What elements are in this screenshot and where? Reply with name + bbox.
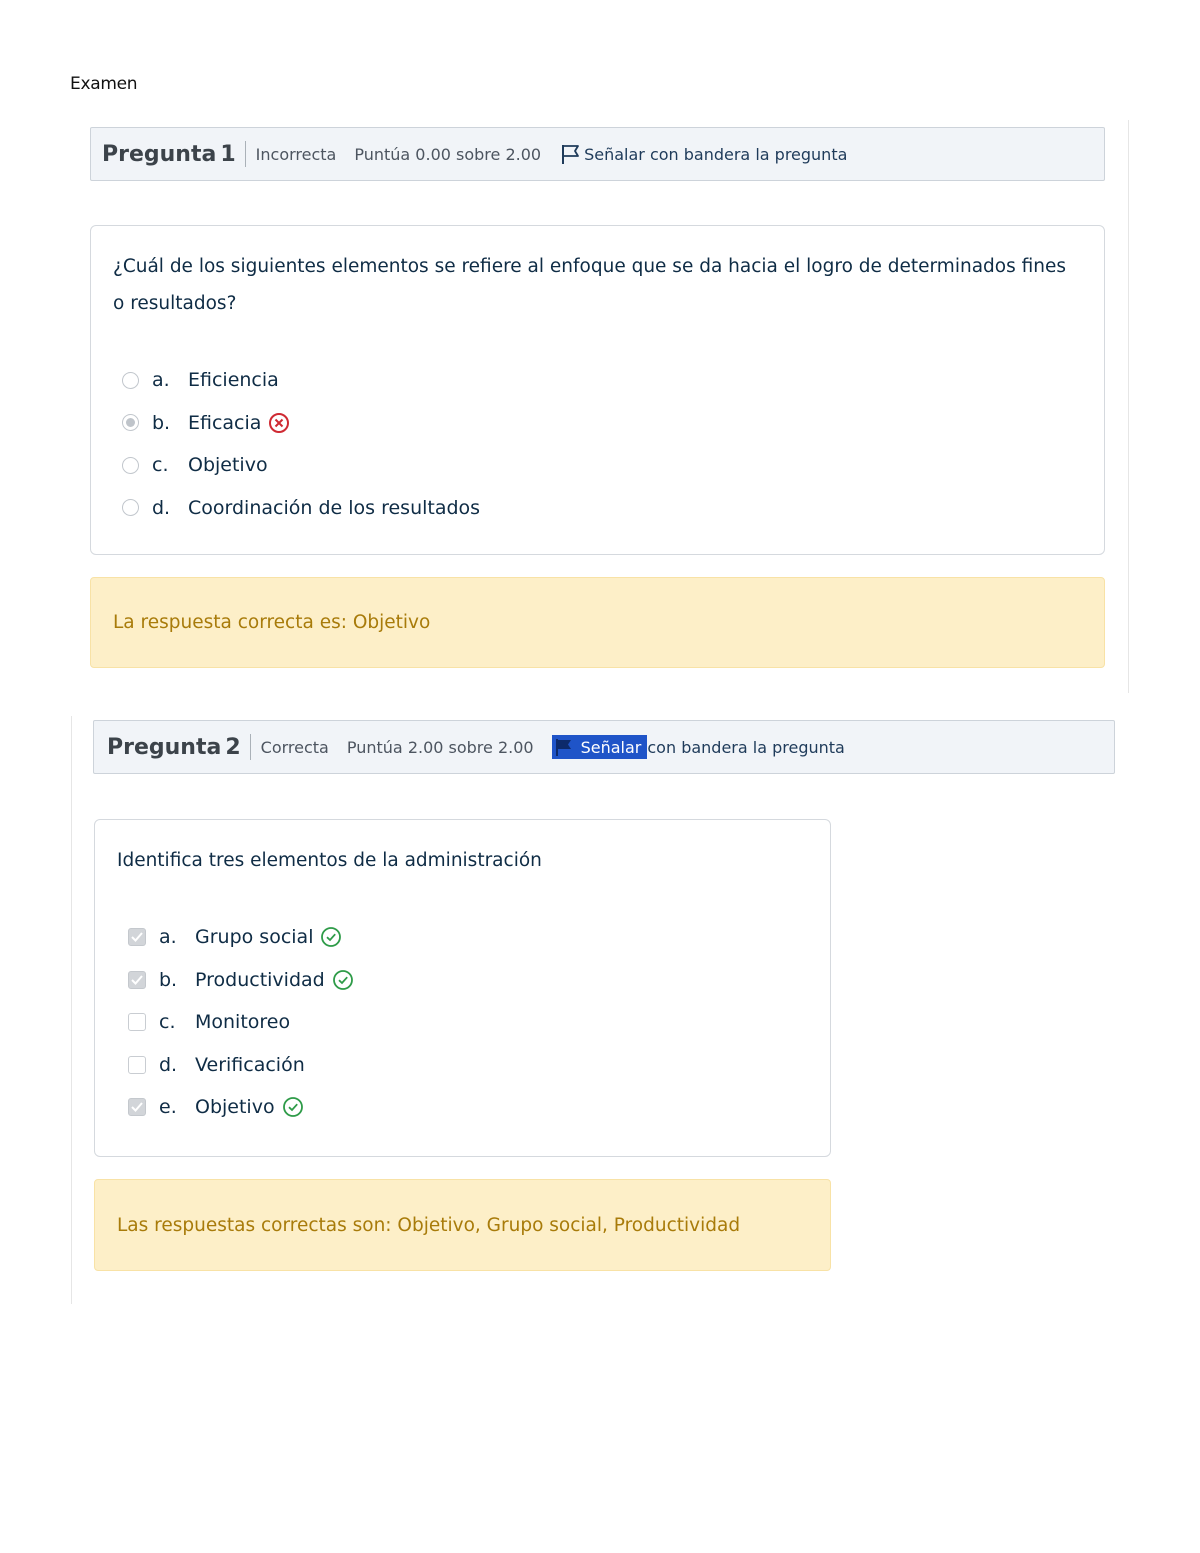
radio-button[interactable] bbox=[122, 372, 139, 389]
question-number: Pregunta 2 bbox=[107, 734, 241, 760]
answer-option[interactable] bbox=[117, 1044, 808, 1087]
option-text: Objetivo bbox=[188, 454, 268, 477]
option-text: Grupo social bbox=[195, 926, 314, 949]
feedback-text: Las respuestas correctas son: Objetivo, Grupo social, Productividad bbox=[117, 1214, 741, 1236]
document-title: Examen bbox=[70, 74, 138, 94]
flag-question-link[interactable] bbox=[559, 143, 847, 165]
flag-label-highlighted: Señalar bbox=[580, 737, 642, 757]
correct-answer-feedback bbox=[94, 1179, 831, 1271]
option-text: Verificación bbox=[195, 1053, 305, 1076]
checkbox[interactable] bbox=[128, 1013, 146, 1031]
feedback-text: La respuesta correcta es: Objetivo bbox=[113, 612, 431, 633]
question-state: Incorrecta bbox=[255, 144, 337, 164]
radio-button[interactable] bbox=[122, 457, 139, 474]
checkbox[interactable] bbox=[128, 971, 146, 989]
answer-option[interactable] bbox=[117, 1001, 808, 1044]
option-letter: d. bbox=[152, 496, 171, 519]
flag-outline-icon bbox=[559, 143, 584, 165]
radio-button[interactable] bbox=[122, 414, 139, 431]
question-number: Pregunta 1 bbox=[102, 141, 236, 167]
question-prompt: ¿Cuál de los siguientes elementos se refiere al enfoque que se da hacia el logro de determinados fines o resultados? bbox=[113, 256, 1067, 314]
checkbox[interactable] bbox=[128, 928, 146, 946]
option-letter: b. bbox=[152, 411, 171, 434]
question-info-bar bbox=[90, 127, 1105, 181]
answer-option[interactable] bbox=[117, 916, 808, 959]
divider-line bbox=[1128, 120, 1129, 693]
checkbox[interactable] bbox=[128, 1056, 146, 1074]
answer-option[interactable] bbox=[117, 959, 808, 1002]
answer-option[interactable] bbox=[113, 359, 1082, 402]
option-text: Objetivo bbox=[195, 1096, 275, 1119]
answer-option[interactable] bbox=[113, 402, 1082, 445]
radio-button[interactable] bbox=[122, 499, 139, 516]
question-info-bar bbox=[93, 720, 1115, 774]
answer-option[interactable] bbox=[117, 1086, 808, 1129]
correct-icon bbox=[332, 969, 354, 991]
answer-list bbox=[113, 359, 1082, 529]
question-content bbox=[94, 819, 831, 1157]
question-content bbox=[90, 225, 1105, 555]
answer-option[interactable] bbox=[113, 487, 1082, 530]
option-letter: d. bbox=[159, 1053, 178, 1076]
option-letter: c. bbox=[152, 454, 169, 477]
option-letter: e. bbox=[159, 1096, 177, 1119]
flag-selection-highlight bbox=[552, 735, 648, 759]
flag-question-link[interactable] bbox=[552, 735, 845, 759]
option-text: Coordinación de los resultados bbox=[188, 496, 481, 519]
correct-icon bbox=[282, 1096, 304, 1118]
answer-list bbox=[117, 916, 808, 1129]
separator bbox=[245, 141, 246, 167]
correct-answer-feedback bbox=[90, 577, 1105, 668]
question-prompt: Identifica tres elementos de la administración bbox=[117, 850, 542, 871]
option-text: Eficacia bbox=[188, 411, 262, 434]
option-letter: b. bbox=[159, 968, 178, 991]
option-letter: c. bbox=[159, 1011, 176, 1034]
divider-line bbox=[71, 716, 72, 1304]
correct-icon bbox=[320, 926, 342, 948]
flag-label: Señalar con bandera la pregunta bbox=[584, 144, 848, 164]
separator bbox=[250, 734, 251, 760]
question-grade: Puntúa 0.00 sobre 2.00 bbox=[354, 144, 542, 164]
option-text: Productividad bbox=[195, 968, 325, 991]
option-text: Eficiencia bbox=[188, 369, 279, 392]
question-state: Correcta bbox=[260, 737, 329, 757]
option-letter: a. bbox=[159, 926, 177, 949]
option-text: Monitoreo bbox=[195, 1011, 291, 1034]
flag-filled-icon bbox=[554, 737, 577, 757]
flag-label: con bandera la pregunta bbox=[647, 737, 845, 757]
question-grade: Puntúa 2.00 sobre 2.00 bbox=[346, 737, 534, 757]
checkbox[interactable] bbox=[128, 1098, 146, 1116]
answer-option[interactable] bbox=[113, 444, 1082, 487]
option-letter: a. bbox=[152, 369, 170, 392]
incorrect-icon bbox=[268, 412, 290, 434]
